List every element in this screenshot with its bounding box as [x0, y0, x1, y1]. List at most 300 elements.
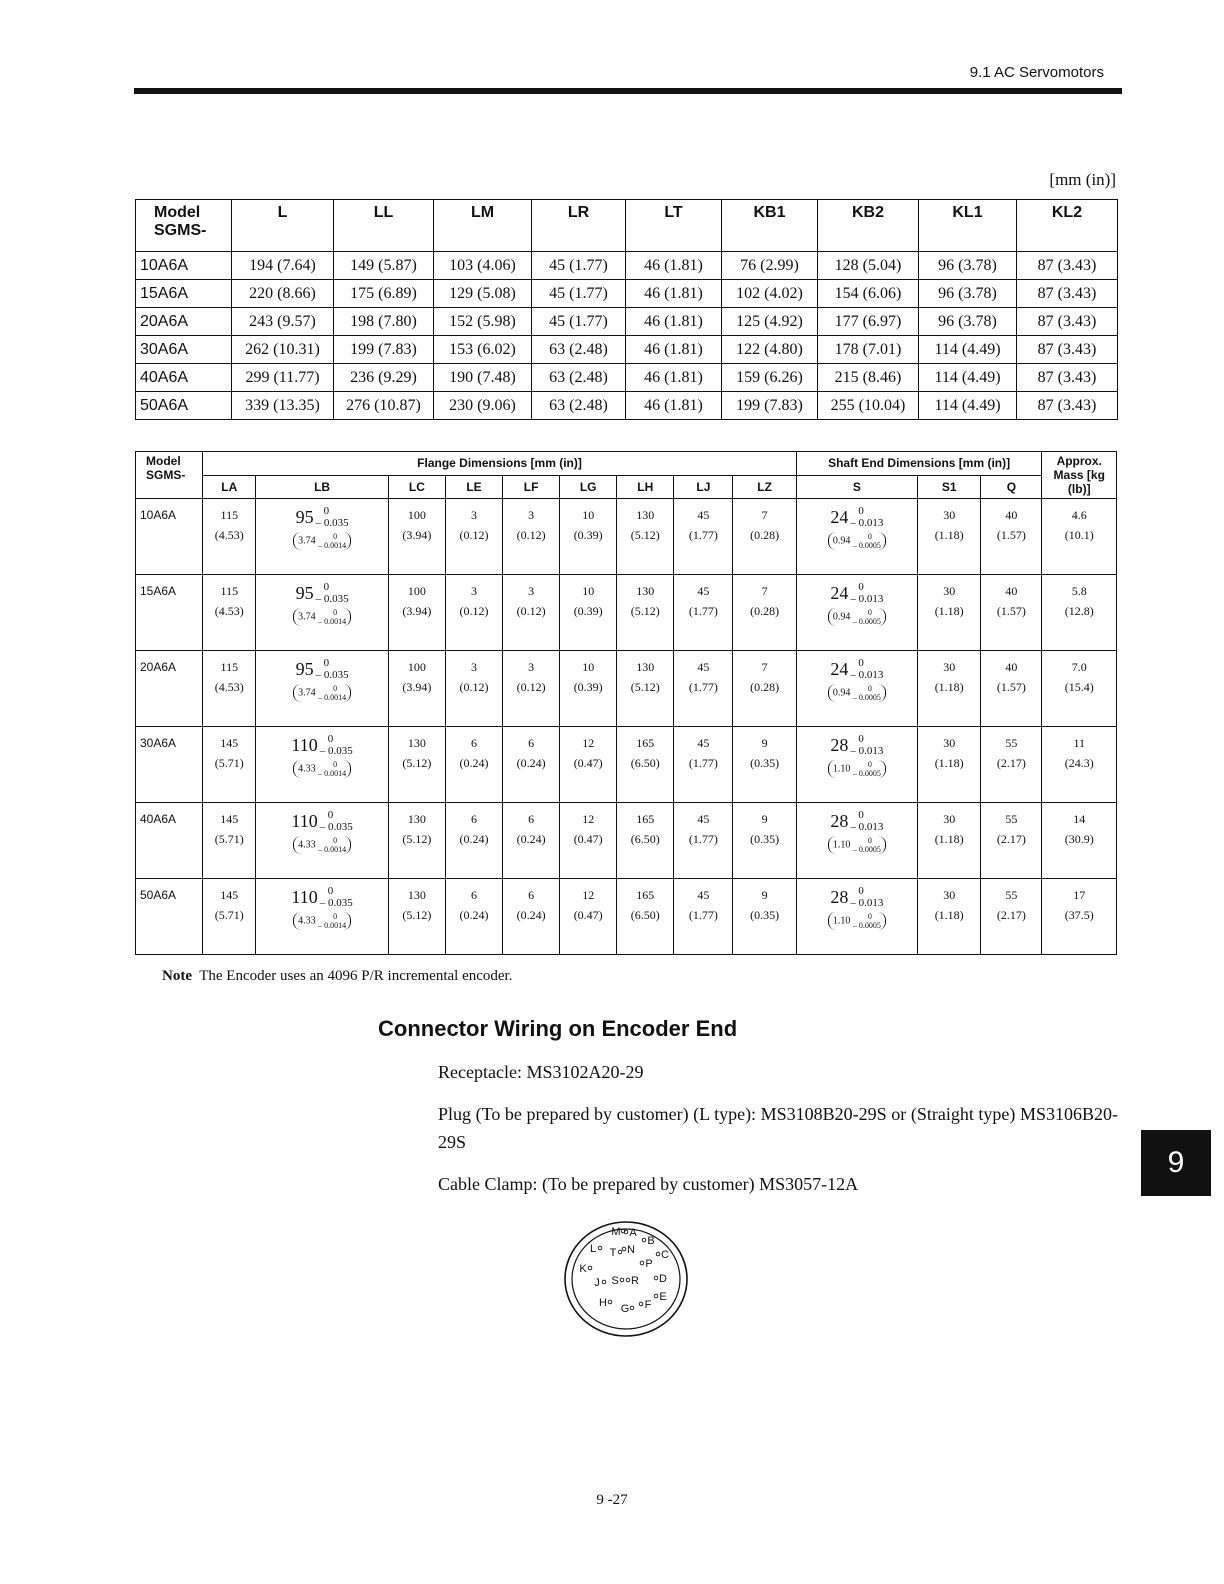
- tol-limits: 0 – 0.013: [850, 733, 884, 757]
- tol-limits: 0 – 0.035: [319, 809, 353, 833]
- la-cell-in: (4.53): [214, 604, 244, 618]
- tol-nominal-in: 1.10: [832, 915, 851, 927]
- le-cell-mm: 6: [471, 888, 477, 902]
- le-cell-mm: 3: [471, 660, 477, 674]
- lc-cell-mm: 100: [407, 508, 426, 522]
- lh-cell: [617, 499, 674, 575]
- s-cell: [796, 499, 917, 575]
- pin-label-d: D: [659, 1273, 667, 1285]
- le-cell-mm: 3: [471, 584, 477, 598]
- la-cell-in: (4.53): [214, 680, 244, 694]
- lc-cell: [388, 651, 445, 727]
- tol-upper: 0: [858, 809, 864, 821]
- dimension-cell: 114 (4.49): [919, 392, 1017, 420]
- lb-cell-in: [293, 836, 351, 854]
- lb-cell-in: [293, 760, 351, 778]
- dimension-cell: 87 (3.43): [1017, 336, 1118, 364]
- tol-lower: 0.013: [858, 745, 884, 757]
- pin-label-f: F: [644, 1299, 652, 1311]
- le-cell-mm: 6: [471, 812, 477, 826]
- t2-subheader-3: LE: [445, 475, 502, 499]
- model-cell: 30A6A: [136, 336, 232, 364]
- tol-lower-in: 0.0014: [324, 540, 347, 550]
- lj-cell: [674, 499, 733, 575]
- s-cell: [796, 651, 917, 727]
- lh-cell-mm: 130: [636, 508, 655, 522]
- q-cell-in: (1.57): [996, 680, 1026, 694]
- dimension-cell: 243 (9.57): [232, 308, 334, 336]
- dimension-cell: 63 (2.48): [532, 392, 626, 420]
- s-cell: [796, 727, 917, 803]
- q-cell-mm: 40: [1005, 508, 1018, 522]
- dimension-cell: 45 (1.77): [532, 280, 626, 308]
- tol-lower: 0.035: [323, 593, 349, 605]
- le-cell-in: (0.12): [459, 528, 489, 542]
- mass-cell: [1042, 803, 1117, 879]
- t2-subheader-9: S: [796, 475, 917, 499]
- lc-cell-in: (3.94): [402, 528, 432, 542]
- tol-upper: 0: [323, 505, 330, 517]
- tol-upper-in: 0: [867, 683, 872, 693]
- s-cell: [796, 575, 917, 651]
- note-text: The Encoder uses an 4096 P/R incremental encoder.: [199, 968, 513, 984]
- model-header: Model SGMS-: [136, 452, 203, 499]
- lf-cell-in: (0.24): [516, 908, 546, 922]
- lf-cell: [503, 879, 560, 955]
- dimension-cell: 87 (3.43): [1017, 364, 1118, 392]
- dimension-cell: 125 (4.92): [722, 308, 818, 336]
- mass-cell: [1042, 879, 1117, 955]
- la-cell-mm: 115: [220, 660, 239, 674]
- lj-cell-mm: 45: [697, 584, 710, 598]
- pin-contact-t: [618, 1250, 622, 1254]
- dimension-cell: 103 (4.06): [434, 252, 532, 280]
- tol-limits: 0 – 0.035: [319, 733, 353, 757]
- dimension-cell: 215 (8.46): [818, 364, 919, 392]
- model-cell: 10A6A: [136, 252, 232, 280]
- le-cell-in: (0.24): [459, 832, 489, 846]
- le-cell-mm: 3: [471, 508, 477, 522]
- lg-cell-in: (0.47): [573, 756, 603, 770]
- q-cell: [981, 575, 1042, 651]
- lb-cell-in: [293, 532, 351, 550]
- pin-label-p: P: [645, 1258, 653, 1270]
- q-cell: [981, 499, 1042, 575]
- flange-shaft-table: [135, 451, 1117, 955]
- s-cell-in: [828, 760, 886, 778]
- dimension-cell: 149 (5.87): [334, 252, 434, 280]
- lb-cell-mm: [291, 809, 352, 833]
- lg-cell-mm: 10: [582, 584, 595, 598]
- pin-contact-j: [602, 1280, 606, 1284]
- tol-lower-in: 0.0014: [324, 692, 347, 702]
- pin-contact-c: [656, 1252, 660, 1256]
- table-row: [136, 392, 1118, 420]
- section-title: Connector Wiring on Encoder End: [378, 1016, 738, 1041]
- tol-nominal: 110: [291, 735, 318, 755]
- dimension-cell: 128 (5.04): [818, 252, 919, 280]
- lg-cell-mm: 10: [582, 508, 595, 522]
- t1-header-4: LR: [532, 200, 626, 252]
- lf-cell-mm: 6: [528, 888, 535, 902]
- tol-nominal-in: 0.94: [832, 611, 851, 623]
- q-cell-mm: 40: [1005, 584, 1018, 598]
- pin-contact-f: [639, 1302, 643, 1306]
- tol-nominal: 95: [295, 659, 314, 679]
- lf-cell: [503, 727, 560, 803]
- dimension-cell: 154 (6.06): [818, 280, 919, 308]
- tol-limits: 0 – 0.013: [850, 505, 884, 529]
- tol-upper: 0: [858, 505, 864, 517]
- lc-cell-mm: 100: [407, 584, 426, 598]
- lh-cell-mm: 165: [636, 812, 655, 826]
- la-cell-mm: 145: [220, 888, 239, 902]
- lz-cell-in: (0.35): [750, 908, 780, 922]
- s-cell-mm: [830, 809, 883, 833]
- pin-contact-d: [654, 1276, 658, 1280]
- lf-cell: [503, 575, 560, 651]
- s-cell-in: [828, 912, 886, 930]
- s1-cell-mm: 30: [943, 888, 956, 902]
- dimension-cell: 114 (4.49): [919, 336, 1017, 364]
- lz-cell-in: (0.35): [750, 832, 780, 846]
- table-row: [136, 280, 1118, 308]
- lh-cell-mm: 165: [636, 888, 655, 902]
- lf-cell-in: (0.24): [516, 832, 546, 846]
- tol-limits-in: 0 – 0.0014: [318, 911, 347, 930]
- t2-subheader-1: LB: [256, 475, 389, 499]
- le-cell-mm: 6: [471, 736, 477, 750]
- tol-nominal-in: 4.33: [298, 763, 316, 775]
- tol-limits-in: 0 – 0.0005: [852, 683, 881, 702]
- tol-upper-in: 0: [867, 835, 872, 845]
- mass-cell-in: (30.9): [1064, 832, 1094, 846]
- lb-cell: [256, 727, 389, 803]
- tol-upper: 0: [327, 733, 334, 745]
- t1-header-2: LL: [334, 200, 434, 252]
- dimension-cell: 199 (7.83): [334, 336, 434, 364]
- lj-cell: [674, 727, 733, 803]
- s-cell-mm: [830, 733, 883, 757]
- dimension-cell: 178 (7.01): [818, 336, 919, 364]
- tol-upper: 0: [323, 657, 330, 669]
- pin-contact-g: [630, 1306, 634, 1310]
- chapter-tab: 9: [1141, 1130, 1211, 1196]
- tol-nominal: 24: [830, 583, 849, 603]
- la-cell-mm: 145: [220, 736, 239, 750]
- dimension-cell: 255 (10.04): [818, 392, 919, 420]
- lf-cell: [503, 803, 560, 879]
- s1-cell-in: (1.18): [934, 832, 964, 846]
- la-cell-mm: 115: [220, 584, 239, 598]
- lf-cell-mm: 6: [528, 736, 535, 750]
- tol-lower-in: 0.0005: [858, 844, 881, 854]
- lc-cell-mm: 100: [407, 660, 426, 674]
- tol-nominal: 95: [295, 583, 314, 603]
- lb-cell: [256, 803, 389, 879]
- lj-cell-in: (1.77): [688, 756, 718, 770]
- tol-lower-in: 0.0014: [324, 616, 347, 626]
- s-cell-in: [828, 836, 886, 854]
- lg-cell-in: (0.47): [573, 832, 603, 846]
- le-cell-in: (0.12): [459, 604, 489, 618]
- tol-lower-in: 0.0005: [858, 692, 881, 702]
- lb-cell-mm: [296, 657, 349, 681]
- model-cell: 20A6A: [136, 308, 232, 336]
- lg-cell-mm: 12: [582, 812, 595, 826]
- tol-lower: 0.013: [858, 669, 884, 681]
- lc-cell-mm: 130: [407, 888, 426, 902]
- pin-label-b: B: [647, 1235, 655, 1247]
- lj-cell: [674, 879, 733, 955]
- tol-upper-in: 0: [867, 607, 872, 617]
- dimension-cell: 96 (3.78): [919, 280, 1017, 308]
- dimension-cell: 45 (1.77): [532, 308, 626, 336]
- dimension-cell: 299 (11.77): [232, 364, 334, 392]
- lh-cell: [617, 879, 674, 955]
- la-cell-mm: 115: [220, 508, 239, 522]
- pin-label-s: S: [611, 1275, 619, 1287]
- lf-cell-mm: 3: [528, 584, 535, 598]
- q-cell: [981, 651, 1042, 727]
- q-cell-mm: 40: [1005, 660, 1018, 674]
- dimension-cell: 175 (6.89): [334, 280, 434, 308]
- lj-cell-in: (1.77): [688, 680, 718, 694]
- table-row: [136, 879, 1117, 955]
- mass-cell: [1042, 727, 1117, 803]
- s1-cell-in: (1.18): [934, 680, 964, 694]
- s-cell-mm: [830, 885, 883, 909]
- pin-contact-k: [588, 1266, 592, 1270]
- tol-nominal: 28: [830, 811, 849, 831]
- pin-contact-s: [620, 1278, 624, 1282]
- lz-cell-mm: 9: [761, 888, 768, 902]
- running-header: 9.1 AC Servomotors: [969, 64, 1104, 81]
- pin-label-h: H: [599, 1297, 607, 1309]
- dimension-cell: 230 (9.06): [434, 392, 532, 420]
- tol-limits-in: 0 – 0.0014: [318, 759, 347, 778]
- lg-cell-in: (0.47): [573, 908, 603, 922]
- t2-subheader-0: LA: [203, 475, 256, 499]
- le-cell: [445, 651, 502, 727]
- note-label: Note: [162, 968, 192, 984]
- tol-upper-in: 0: [333, 607, 338, 617]
- tol-nominal-in: 0.94: [832, 687, 851, 699]
- dimension-cell: 76 (2.99): [722, 252, 818, 280]
- lg-cell: [560, 575, 617, 651]
- pin-contact-r: [626, 1278, 630, 1282]
- pin-contact-b: [642, 1238, 646, 1242]
- lz-cell-mm: 9: [761, 736, 768, 750]
- tol-limits-in: 0 – 0.0014: [318, 835, 347, 854]
- lb-cell-mm: [296, 581, 349, 605]
- tol-upper: 0: [858, 885, 864, 897]
- lj-cell-in: (1.77): [688, 908, 718, 922]
- model-cell: 50A6A: [136, 392, 232, 420]
- model-cell: 50A6A: [136, 879, 203, 955]
- pin-contact-e: [654, 1294, 658, 1298]
- mass-cell-mm: 14: [1073, 812, 1086, 826]
- mass-cell-mm: 4.6: [1071, 508, 1087, 522]
- dimension-cell: 46 (1.81): [626, 392, 722, 420]
- pin-label-n: N: [627, 1244, 635, 1256]
- mass-header: Approx. Mass [kg (lb)]: [1042, 452, 1117, 499]
- dimension-cell: 63 (2.48): [532, 364, 626, 392]
- dimension-cell: 152 (5.98): [434, 308, 532, 336]
- la-cell: [203, 499, 256, 575]
- pin-label-r: R: [631, 1275, 639, 1287]
- lb-cell: [256, 879, 389, 955]
- lg-cell: [560, 879, 617, 955]
- tol-upper-in: 0: [867, 759, 872, 769]
- mass-cell-in: (37.5): [1064, 908, 1094, 922]
- lz-cell-in: (0.35): [750, 756, 780, 770]
- lz-cell-in: (0.28): [750, 528, 780, 542]
- tol-upper-in: 0: [867, 531, 872, 541]
- lc-cell-in: (5.12): [402, 908, 432, 922]
- lz-cell-mm: 9: [761, 812, 768, 826]
- s1-cell-mm: 30: [943, 812, 956, 826]
- connector-pin-diagram: [563, 1220, 689, 1338]
- t1-header-1: L: [232, 200, 334, 252]
- la-cell: [203, 651, 256, 727]
- q-cell-mm: 55: [1005, 812, 1018, 826]
- cable-clamp-text: Cable Clamp: (To be prepared by customer) MS3057-12A: [438, 1174, 859, 1194]
- s1-cell-in: (1.18): [934, 604, 964, 618]
- tol-nominal: 24: [830, 659, 849, 679]
- receptacle-text: Receptacle: MS3102A20-29: [438, 1062, 644, 1082]
- table-row: [136, 336, 1118, 364]
- lg-cell: [560, 651, 617, 727]
- lh-cell: [617, 575, 674, 651]
- t1-header-7: KB2: [818, 200, 919, 252]
- lh-cell: [617, 651, 674, 727]
- tol-nominal: 24: [830, 507, 849, 527]
- pin-contact-p: [640, 1261, 644, 1265]
- lc-cell: [388, 575, 445, 651]
- lj-cell-in: (1.77): [688, 832, 718, 846]
- s-cell-in: [828, 532, 886, 550]
- tol-upper: 0: [858, 581, 864, 593]
- tol-lower: 0.035: [328, 821, 353, 833]
- lh-cell-mm: 165: [636, 736, 655, 750]
- tol-upper: 0: [858, 733, 864, 745]
- lg-cell-mm: 12: [582, 736, 595, 750]
- tol-lower: 0.035: [323, 517, 349, 529]
- lh-cell-mm: 130: [636, 660, 655, 674]
- lz-cell-in: (0.28): [750, 604, 780, 618]
- mass-cell-mm: 5.8: [1071, 584, 1087, 598]
- tol-limits-in: 0 – 0.0005: [852, 607, 881, 626]
- lj-cell-in: (1.77): [688, 604, 718, 618]
- lj-cell-in: (1.77): [688, 528, 718, 542]
- pin-label-e: E: [659, 1291, 667, 1303]
- lb-cell-mm: [291, 885, 352, 909]
- tol-upper: 0: [858, 657, 864, 669]
- unit-label: [mm (in)]: [1049, 170, 1116, 189]
- q-cell-in: (1.57): [996, 604, 1026, 618]
- lj-cell-mm: 45: [697, 736, 710, 750]
- dimension-cell: 87 (3.43): [1017, 392, 1118, 420]
- tol-nominal: 28: [830, 887, 849, 907]
- lj-cell-mm: 45: [697, 812, 710, 826]
- t2-subheader-4: LF: [503, 475, 560, 499]
- le-cell: [445, 803, 502, 879]
- t1-header-5: LT: [626, 200, 722, 252]
- tol-lower-in: 0.0014: [324, 844, 347, 854]
- model-cell: 10A6A: [136, 499, 203, 575]
- le-cell-in: (0.24): [459, 756, 489, 770]
- mass-cell: [1042, 651, 1117, 727]
- tol-lower-in: 0.0005: [858, 920, 881, 930]
- q-cell-mm: 55: [1005, 736, 1018, 750]
- table-row: [136, 499, 1117, 575]
- la-cell-in: (5.71): [214, 832, 244, 846]
- tol-lower-in: 0.0005: [858, 768, 881, 778]
- table-row: [136, 803, 1117, 879]
- lh-cell: [617, 727, 674, 803]
- lc-cell-in: (3.94): [402, 604, 432, 618]
- lb-cell: [256, 651, 389, 727]
- t2-subheader-8: LZ: [733, 475, 796, 499]
- lj-cell: [674, 651, 733, 727]
- tol-limits: 0 – 0.013: [850, 885, 884, 909]
- t1-header-9: KL2: [1017, 200, 1118, 252]
- dimensions-table: [135, 199, 1118, 420]
- lf-cell-in: (0.12): [516, 604, 546, 618]
- tol-upper: 0: [327, 885, 334, 897]
- s-cell-in: [828, 608, 886, 626]
- q-cell: [981, 727, 1042, 803]
- lb-cell-in: [293, 608, 351, 626]
- table-row: [136, 727, 1117, 803]
- s1-cell-in: (1.18): [934, 528, 964, 542]
- table-row: [136, 364, 1118, 392]
- tol-limits-in: 0 – 0.0014: [318, 531, 347, 550]
- t2-subheader-10: S1: [918, 475, 981, 499]
- dimension-cell: 96 (3.78): [919, 252, 1017, 280]
- tol-limits: 0 – 0.035: [315, 505, 349, 529]
- lb-cell-mm: [291, 733, 352, 757]
- lh-cell-mm: 130: [636, 584, 655, 598]
- tol-nominal-in: 3.74: [298, 687, 316, 699]
- pin-contact-l: [598, 1246, 602, 1250]
- tol-upper-in: 0: [333, 683, 338, 693]
- mass-cell-mm: 7.0: [1071, 660, 1087, 674]
- model-cell: 30A6A: [136, 727, 203, 803]
- s1-cell-mm: 30: [943, 584, 956, 598]
- t1-header-6: KB1: [722, 200, 818, 252]
- table-row: [136, 308, 1118, 336]
- tol-lower: 0.013: [858, 517, 884, 529]
- lf-cell: [503, 651, 560, 727]
- s1-cell-mm: 30: [943, 736, 956, 750]
- lb-cell: [256, 575, 389, 651]
- tol-limits: 0 – 0.013: [850, 657, 884, 681]
- la-cell: [203, 879, 256, 955]
- t2-subheader-2: LC: [388, 475, 445, 499]
- s-cell-in: [828, 684, 886, 702]
- t1-header-3: LM: [434, 200, 532, 252]
- tol-upper-in: 0: [333, 835, 338, 845]
- lc-cell: [388, 879, 445, 955]
- tol-lower-in: 0.0014: [324, 768, 347, 778]
- pin-label-l: L: [589, 1243, 597, 1255]
- q-cell-in: (1.57): [996, 528, 1026, 542]
- lg-cell-in: (0.39): [573, 528, 603, 542]
- t1-header-0: Model SGMS-: [136, 200, 232, 252]
- tol-limits-in: 0 – 0.0005: [852, 835, 881, 854]
